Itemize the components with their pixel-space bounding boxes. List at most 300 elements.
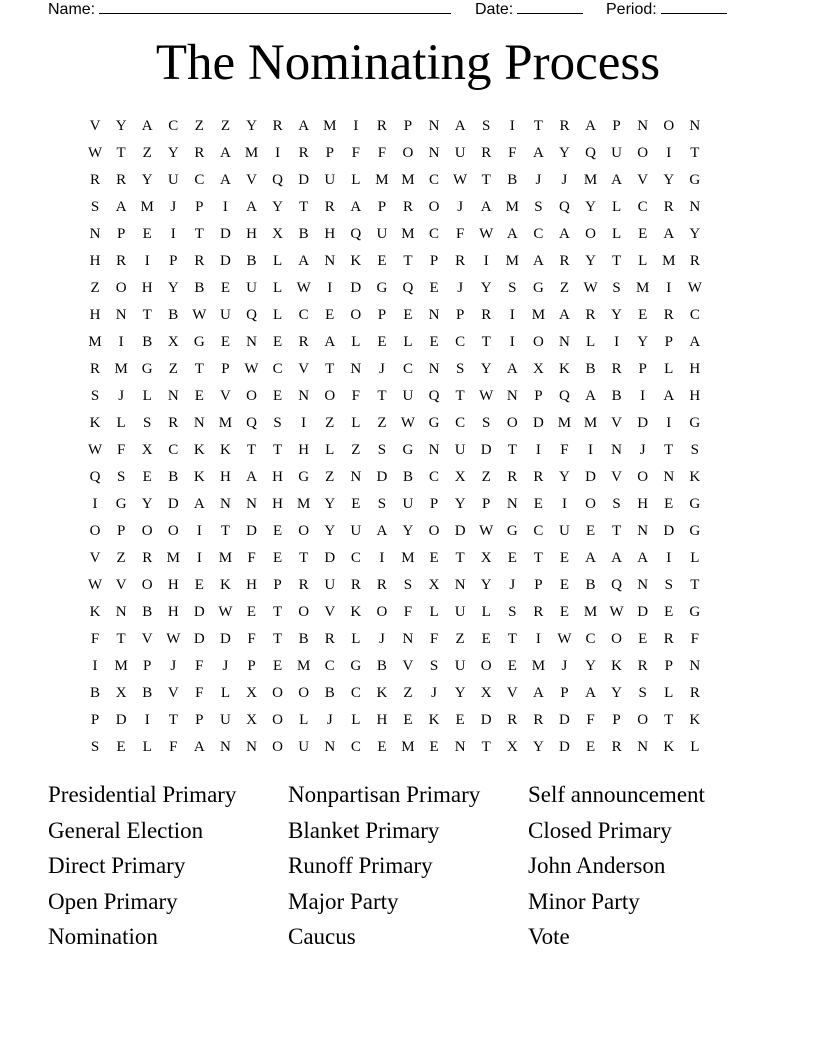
worksheet-header bbox=[48, 0, 748, 20]
grid-letter: F bbox=[403, 604, 413, 620]
date-blank-line bbox=[517, 0, 583, 14]
grid-letter: N bbox=[454, 739, 466, 755]
grid-letter: X bbox=[115, 685, 127, 701]
grid-letter: V bbox=[611, 469, 623, 485]
grid-letter: A bbox=[193, 739, 205, 755]
grid-letter: V bbox=[506, 685, 518, 701]
grid-letter: H bbox=[376, 712, 388, 728]
grid-letter: D bbox=[559, 739, 570, 755]
grid-letter: E bbox=[377, 334, 387, 350]
grid-letter: Y bbox=[559, 145, 570, 161]
grid-letter: P bbox=[429, 253, 439, 269]
grid-letter: V bbox=[637, 172, 649, 188]
grid-letter: A bbox=[454, 118, 466, 134]
grid-letter: X bbox=[454, 469, 466, 485]
grid-letter: I bbox=[170, 226, 176, 242]
grid-letter: I bbox=[379, 550, 385, 566]
grid-letter: N bbox=[611, 442, 623, 458]
grid-row bbox=[82, 707, 734, 734]
grid-letter: M bbox=[218, 415, 233, 431]
grid-letter: W bbox=[87, 577, 103, 593]
grid-letter: U bbox=[376, 226, 388, 242]
grid-letter: Y bbox=[480, 361, 492, 377]
grid-letter: E bbox=[351, 496, 361, 512]
grid-letter: H bbox=[298, 442, 310, 458]
grid-letter: R bbox=[350, 577, 361, 593]
grid-letter: T bbox=[116, 145, 126, 161]
grid-letter: W bbox=[453, 172, 468, 188]
grid-letter: C bbox=[637, 199, 648, 215]
grid-row bbox=[82, 383, 734, 410]
grid-letter: E bbox=[403, 712, 413, 728]
grid-letter: F bbox=[116, 442, 126, 458]
grid-letter: S bbox=[116, 469, 126, 485]
grid-letter: S bbox=[90, 388, 100, 404]
grid-letter: V bbox=[89, 118, 101, 134]
grid-letter: I bbox=[509, 307, 515, 323]
grid-letter: B bbox=[298, 226, 309, 242]
grid-letter: R bbox=[298, 577, 309, 593]
grid-letter: B bbox=[585, 577, 596, 593]
grid-letter: R bbox=[507, 469, 518, 485]
grid-letter: G bbox=[506, 523, 518, 539]
grid-letter: U bbox=[298, 739, 310, 755]
grid-letter: V bbox=[402, 658, 414, 674]
word-bank-item: Closed Primary bbox=[528, 817, 672, 843]
grid-letter: E bbox=[429, 739, 439, 755]
grid-letter: O bbox=[480, 658, 492, 674]
grid-letter: P bbox=[195, 199, 204, 215]
grid-letter: B bbox=[246, 253, 257, 269]
grid-letter: I bbox=[144, 712, 150, 728]
grid-letter: Y bbox=[167, 145, 179, 161]
grid-letter: U bbox=[167, 172, 179, 188]
grid-letter: D bbox=[298, 172, 310, 188]
grid-letter: P bbox=[116, 523, 126, 539]
grid-letter: N bbox=[324, 253, 336, 269]
grid-letter: A bbox=[193, 496, 205, 512]
grid-row bbox=[82, 410, 734, 437]
grid-letter: M bbox=[557, 415, 572, 431]
grid-letter: E bbox=[246, 604, 257, 620]
grid-letter: V bbox=[141, 631, 153, 647]
grid-letter: G bbox=[376, 280, 388, 296]
grid-letter: Q bbox=[89, 469, 101, 485]
grid-letter: R bbox=[376, 118, 387, 134]
grid-letter: O bbox=[141, 523, 153, 539]
grid-letter: M bbox=[114, 658, 128, 674]
grid-letter: K bbox=[220, 577, 231, 593]
grid-letter: Z bbox=[142, 145, 152, 161]
grid-letter: X bbox=[246, 685, 257, 701]
grid-letter: D bbox=[637, 604, 649, 620]
grid-letter: K bbox=[663, 739, 675, 755]
grid-row bbox=[82, 518, 734, 545]
grid-letter: Y bbox=[402, 523, 414, 539]
grid-letter: S bbox=[638, 685, 647, 701]
grid-letter: I bbox=[666, 550, 672, 566]
grid-row bbox=[82, 491, 734, 518]
grid-letter: Q bbox=[402, 280, 414, 296]
grid-letter: W bbox=[479, 226, 494, 242]
grid-letter: W bbox=[400, 415, 416, 431]
grid-letter: V bbox=[246, 172, 257, 188]
grid-letter: Y bbox=[480, 280, 492, 296]
grid-letter: O bbox=[506, 415, 518, 431]
grid-letter: T bbox=[273, 442, 283, 458]
grid-letter: E bbox=[638, 307, 648, 323]
grid-letter: T bbox=[612, 253, 622, 269]
grid-letter: K bbox=[428, 712, 440, 728]
grid-letter: N bbox=[506, 388, 518, 404]
grid-letter: P bbox=[195, 712, 204, 728]
grid-letter: R bbox=[324, 199, 335, 215]
grid-letter: Z bbox=[559, 280, 570, 296]
grid-letter: O bbox=[246, 388, 257, 404]
grid-letter: L bbox=[664, 685, 674, 701]
grid-letter: A bbox=[480, 199, 492, 215]
grid-letter: V bbox=[167, 685, 179, 701]
grid-letter: N bbox=[115, 604, 127, 620]
grid-letter: D bbox=[220, 253, 231, 269]
grid-letter: O bbox=[376, 604, 388, 620]
grid-letter: M bbox=[166, 550, 180, 566]
grid-letter: C bbox=[455, 415, 466, 431]
grid-letter: Y bbox=[246, 118, 257, 134]
grid-letter: I bbox=[509, 118, 515, 134]
grid-letter: A bbox=[663, 226, 675, 242]
grid-letter: G bbox=[115, 496, 127, 512]
grid-letter: S bbox=[90, 199, 100, 215]
grid-letter: S bbox=[482, 118, 491, 134]
grid-letter: N bbox=[428, 118, 440, 134]
grid-letter: Q bbox=[350, 226, 362, 242]
grid-letter: S bbox=[377, 442, 387, 458]
grid-letter: T bbox=[481, 172, 491, 188]
grid-letter: I bbox=[509, 334, 515, 350]
grid-letter: J bbox=[326, 712, 333, 728]
word-bank-item: Minor Party bbox=[528, 888, 640, 914]
grid-letter: U bbox=[246, 280, 257, 296]
grid-letter: A bbox=[141, 118, 153, 134]
grid-letter: S bbox=[377, 496, 387, 512]
grid-letter: P bbox=[169, 253, 178, 269]
grid-letter: A bbox=[559, 307, 570, 323]
grid-letter: O bbox=[611, 631, 623, 647]
grid-letter: J bbox=[457, 199, 464, 215]
grid-letter: E bbox=[377, 739, 387, 755]
grid-letter: Z bbox=[403, 685, 413, 701]
grid-letter: Z bbox=[116, 550, 126, 566]
grid-letter: M bbox=[505, 199, 519, 215]
grid-letter: S bbox=[508, 604, 517, 620]
grid-letter: N bbox=[298, 388, 310, 404]
grid-letter: N bbox=[402, 631, 414, 647]
grid-letter: Y bbox=[637, 334, 649, 350]
grid-letter: M bbox=[401, 226, 415, 242]
grid-letter: M bbox=[583, 604, 598, 620]
grid-letter: N bbox=[220, 739, 231, 755]
grid-letter: W bbox=[192, 307, 207, 323]
grid-letter: E bbox=[455, 712, 465, 728]
grid-letter: R bbox=[585, 307, 596, 323]
grid-letter: H bbox=[324, 226, 336, 242]
grid-letter: Y bbox=[480, 577, 492, 593]
grid-letter: K bbox=[559, 361, 570, 377]
grid-letter: B bbox=[90, 685, 101, 701]
grid-letter: O bbox=[637, 145, 649, 161]
grid-letter: Y bbox=[689, 226, 701, 242]
grid-letter: O bbox=[115, 280, 127, 296]
grid-letter: A bbox=[350, 199, 362, 215]
grid-letter: R bbox=[611, 361, 622, 377]
grid-letter: Z bbox=[377, 415, 387, 431]
grid-letter: Z bbox=[168, 361, 178, 377]
grid-letter: U bbox=[220, 712, 231, 728]
grid-letter: X bbox=[272, 226, 283, 242]
grid-letter: A bbox=[559, 226, 570, 242]
grid-letter: X bbox=[480, 550, 492, 566]
grid-letter: A bbox=[663, 388, 675, 404]
grid-letter: J bbox=[509, 577, 516, 593]
grid-letter: I bbox=[327, 280, 333, 296]
grid-letter: T bbox=[403, 253, 413, 269]
grid-letter: M bbox=[375, 172, 389, 188]
grid-letter: E bbox=[142, 226, 152, 242]
grid-letter: S bbox=[612, 280, 621, 296]
grid-row bbox=[82, 167, 734, 194]
grid-row bbox=[82, 572, 734, 599]
grid-letter: K bbox=[689, 712, 701, 728]
grid-letter: E bbox=[403, 307, 413, 323]
grid-letter: P bbox=[534, 577, 543, 593]
grid-letter: D bbox=[454, 523, 466, 539]
grid-letter: T bbox=[142, 307, 152, 323]
grid-letter: L bbox=[351, 631, 361, 647]
grid-letter: C bbox=[350, 685, 361, 701]
grid-letter: A bbox=[532, 253, 544, 269]
grid-letter: U bbox=[454, 145, 466, 161]
grid-letter: Y bbox=[324, 523, 336, 539]
grid-letter: O bbox=[428, 523, 440, 539]
grid-letter: W bbox=[87, 442, 103, 458]
grid-letter: M bbox=[323, 118, 337, 134]
grid-letter: Y bbox=[663, 172, 675, 188]
grid-letter: H bbox=[637, 496, 649, 512]
grid-letter: T bbox=[507, 442, 517, 458]
grid-letter: P bbox=[377, 199, 387, 215]
grid-letter: N bbox=[246, 334, 257, 350]
grid-letter: F bbox=[169, 739, 178, 755]
grid-letter: U bbox=[559, 523, 570, 539]
grid-letter: B bbox=[585, 361, 596, 377]
grid-letter: B bbox=[611, 388, 622, 404]
grid-letter: R bbox=[481, 307, 492, 323]
grid-letter: G bbox=[402, 442, 414, 458]
grid-letter: F bbox=[455, 226, 465, 242]
grid-letter: E bbox=[638, 226, 648, 242]
grid-letter: L bbox=[142, 388, 152, 404]
grid-letter: H bbox=[246, 226, 257, 242]
grid-letter: F bbox=[560, 442, 569, 458]
grid-letter: E bbox=[142, 469, 152, 485]
grid-letter: G bbox=[689, 604, 701, 620]
grid-letter: H bbox=[89, 307, 101, 323]
grid-letter: R bbox=[663, 631, 674, 647]
grid-letter: D bbox=[532, 415, 544, 431]
grid-row bbox=[82, 140, 734, 167]
grid-letter: E bbox=[585, 523, 596, 539]
grid-letter: O bbox=[428, 199, 440, 215]
grid-letter: C bbox=[168, 118, 179, 134]
grid-letter: N bbox=[193, 415, 205, 431]
grid-letter: N bbox=[559, 334, 570, 350]
grid-letter: N bbox=[428, 361, 440, 377]
grid-letter: O bbox=[350, 307, 362, 323]
grid-letter: I bbox=[666, 280, 672, 296]
grid-letter: E bbox=[116, 739, 126, 755]
grid-letter: W bbox=[479, 388, 494, 404]
word-bank-item: Blanket Primary bbox=[288, 817, 440, 843]
word-bank-item: John Anderson bbox=[528, 853, 666, 879]
grid-letter: L bbox=[690, 739, 700, 755]
grid-letter: T bbox=[507, 631, 517, 647]
grid-letter: P bbox=[403, 118, 413, 134]
grid-letter: A bbox=[585, 388, 596, 404]
grid-letter: J bbox=[118, 388, 125, 404]
grid-letter: W bbox=[244, 361, 259, 377]
word-search-grid bbox=[82, 113, 734, 761]
grid-letter: V bbox=[220, 388, 231, 404]
grid-letter: N bbox=[220, 496, 231, 512]
grid-letter: I bbox=[275, 145, 281, 161]
grid-letter: L bbox=[116, 415, 126, 431]
grid-letter: P bbox=[90, 712, 100, 728]
grid-row bbox=[82, 329, 734, 356]
grid-letter: B bbox=[507, 172, 518, 188]
grid-letter: A bbox=[220, 172, 231, 188]
grid-letter: C bbox=[533, 523, 544, 539]
grid-letter: S bbox=[90, 739, 100, 755]
grid-letter: J bbox=[561, 172, 568, 188]
grid-letter: I bbox=[196, 523, 202, 539]
grid-letter: V bbox=[324, 604, 336, 620]
grid-letter: Q bbox=[559, 388, 570, 404]
grid-letter: J bbox=[378, 631, 385, 647]
word-bank-item: Open Primary bbox=[48, 888, 178, 914]
grid-letter: C bbox=[298, 307, 309, 323]
grid-letter: H bbox=[141, 280, 153, 296]
grid-letter: O bbox=[272, 712, 283, 728]
grid-letter: L bbox=[612, 199, 622, 215]
grid-letter: X bbox=[532, 361, 544, 377]
grid-letter: C bbox=[429, 469, 440, 485]
grid-letter: M bbox=[401, 172, 415, 188]
grid-letter: J bbox=[170, 658, 177, 674]
period-blank-line bbox=[661, 0, 727, 14]
grid-letter: O bbox=[637, 712, 649, 728]
grid-row bbox=[82, 653, 734, 680]
grid-letter: W bbox=[166, 631, 181, 647]
grid-letter: E bbox=[481, 631, 491, 647]
grid-letter: M bbox=[401, 739, 415, 755]
grid-letter: K bbox=[689, 469, 701, 485]
grid-letter: S bbox=[455, 361, 465, 377]
grid-letter: D bbox=[663, 523, 675, 539]
grid-letter: M bbox=[583, 415, 598, 431]
grid-letter: P bbox=[247, 658, 256, 674]
grid-letter: A bbox=[637, 550, 649, 566]
grid-letter: V bbox=[611, 415, 623, 431]
grid-letter: M bbox=[401, 550, 415, 566]
period-field bbox=[606, 0, 727, 19]
grid-row bbox=[82, 680, 734, 707]
grid-letter: R bbox=[533, 712, 544, 728]
date-label: Date: bbox=[475, 1, 514, 18]
grid-letter: S bbox=[690, 442, 699, 458]
grid-letter: Z bbox=[481, 469, 491, 485]
grid-letter: L bbox=[612, 226, 622, 242]
grid-letter: P bbox=[638, 361, 647, 377]
grid-letter: F bbox=[195, 685, 204, 701]
grid-letter: C bbox=[455, 334, 466, 350]
grid-letter: Y bbox=[115, 118, 127, 134]
grid-letter: N bbox=[246, 739, 257, 755]
grid-letter: L bbox=[220, 685, 231, 701]
grid-letter: A bbox=[532, 145, 544, 161]
grid-row bbox=[82, 275, 734, 302]
grid-letter: T bbox=[116, 631, 126, 647]
grid-letter: J bbox=[222, 658, 229, 674]
grid-letter: K bbox=[376, 685, 388, 701]
grid-letter: T bbox=[273, 604, 283, 620]
grid-letter: O bbox=[298, 523, 310, 539]
grid-row bbox=[82, 302, 734, 329]
grid-letter: E bbox=[429, 280, 439, 296]
grid-letter: J bbox=[535, 172, 542, 188]
grid-letter: X bbox=[167, 334, 179, 350]
grid-letter: I bbox=[483, 253, 489, 269]
grid-letter: D bbox=[220, 226, 231, 242]
grid-letter: D bbox=[350, 280, 362, 296]
grid-letter: E bbox=[273, 658, 283, 674]
grid-letter: R bbox=[507, 712, 518, 728]
grid-letter: L bbox=[142, 739, 152, 755]
grid-letter: B bbox=[168, 307, 179, 323]
grid-letter: O bbox=[324, 388, 336, 404]
grid-letter: T bbox=[533, 118, 543, 134]
grid-letter: O bbox=[585, 226, 596, 242]
grid-letter: E bbox=[220, 334, 231, 350]
grid-letter: M bbox=[505, 253, 519, 269]
grid-letter: F bbox=[351, 388, 360, 404]
grid-letter: D bbox=[376, 469, 388, 485]
grid-letter: E bbox=[664, 604, 674, 620]
grid-letter: G bbox=[689, 415, 701, 431]
grid-letter: R bbox=[194, 145, 205, 161]
grid-letter: T bbox=[455, 550, 465, 566]
grid-letter: G bbox=[350, 658, 362, 674]
grid-letter: Q bbox=[246, 415, 257, 431]
grid-letter: T bbox=[481, 739, 491, 755]
grid-letter: W bbox=[583, 280, 598, 296]
grid-letter: Z bbox=[194, 118, 204, 134]
grid-letter: M bbox=[531, 307, 546, 323]
grid-letter: T bbox=[690, 577, 700, 593]
name-blank-line bbox=[99, 0, 451, 14]
grid-letter: T bbox=[194, 226, 204, 242]
grid-letter: E bbox=[664, 496, 674, 512]
